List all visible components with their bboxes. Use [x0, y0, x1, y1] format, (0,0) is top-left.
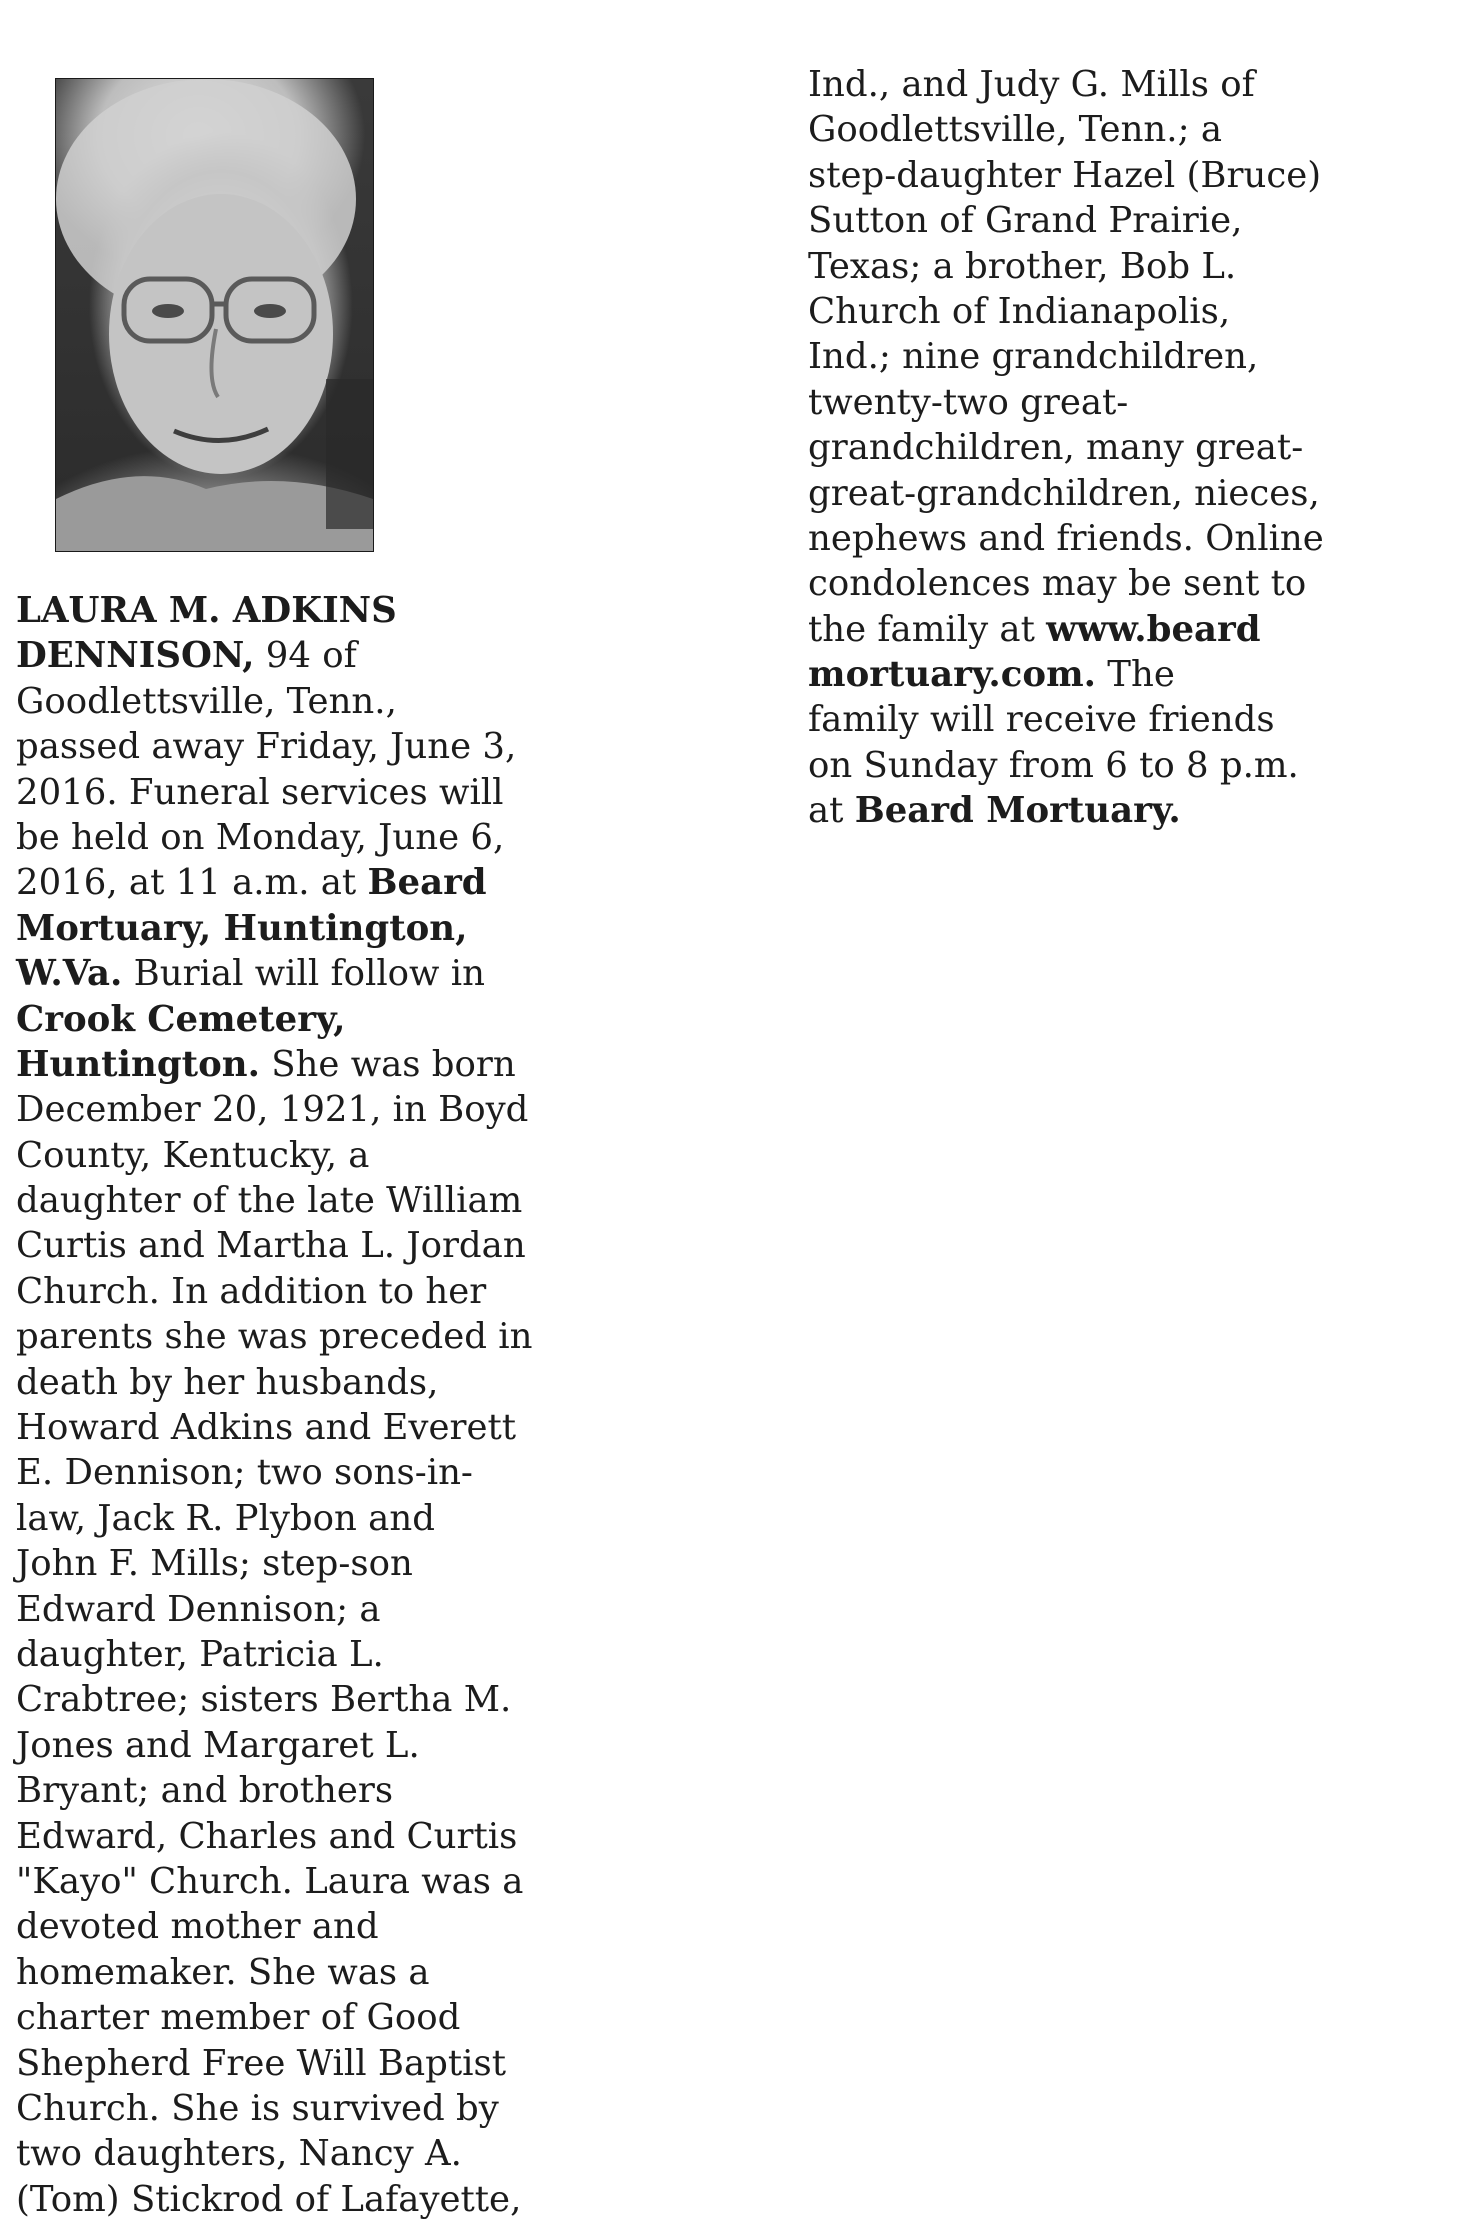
masthead-fragment — [440, 0, 1440, 6]
text-segment: Jones and Margaret L. — [16, 1724, 420, 1766]
text-segment: great-grandchildren, nieces, — [808, 472, 1320, 514]
text-segment: be held on Monday, June 6, — [16, 816, 505, 858]
text-line — [16, 1223, 532, 1268]
text-line — [16, 1587, 532, 1632]
text-segment: Church of Indianapolis, — [808, 290, 1231, 332]
text-line — [16, 1950, 532, 1995]
text-line — [16, 1904, 532, 1949]
text-segment: John F. Mills; step-son — [16, 1543, 413, 1585]
text-line — [16, 588, 532, 633]
text-line — [808, 607, 1324, 652]
text-line — [16, 1496, 532, 1541]
text-line — [16, 1677, 532, 1722]
text-line — [16, 1314, 532, 1359]
bold-text-segment: LAURA M. ADKINS — [16, 590, 397, 631]
text-line — [16, 1360, 532, 1405]
text-segment: 2016. Funeral services will — [16, 771, 504, 813]
text-line — [808, 107, 1324, 152]
bold-text-segment: Huntington. — [16, 1043, 260, 1085]
text-segment: Edward, Charles and Curtis — [16, 1815, 518, 1857]
text-segment: death by her husbands, — [16, 1361, 439, 1403]
bold-text-segment: Crook Cemetery, — [16, 998, 346, 1040]
text-segment: twenty-two great- — [808, 381, 1129, 423]
text-segment: devoted mother and — [16, 1906, 379, 1948]
text-segment: two daughters, Nancy A. — [16, 2133, 462, 2175]
text-line — [16, 1814, 532, 1859]
text-segment: Bryant; and brothers — [16, 1770, 394, 1812]
text-line — [808, 334, 1324, 379]
text-line — [808, 652, 1324, 697]
bold-text-segment: Beard Mortuary. — [854, 790, 1181, 832]
text-line — [16, 1269, 532, 1314]
text-segment: The — [1096, 654, 1175, 696]
text-line — [16, 2131, 532, 2176]
text-line — [808, 289, 1324, 334]
text-segment: at — [808, 790, 855, 832]
text-segment: law, Jack R. Plybon and — [16, 1497, 435, 1539]
bold-text-segment: mortuary.com. — [808, 654, 1096, 696]
text-line — [16, 1995, 532, 2040]
text-line — [16, 1541, 532, 1586]
text-segment: Howard Adkins and Everett — [16, 1407, 516, 1449]
text-segment: December 20, 1921, in Boyd — [16, 1089, 529, 1131]
text-line — [16, 951, 532, 996]
text-segment: 94 of — [254, 635, 357, 677]
bold-text-segment: W.Va. — [16, 953, 123, 995]
text-segment: nephews and friends. Online — [808, 517, 1324, 559]
text-line — [16, 1133, 532, 1178]
text-line — [808, 788, 1324, 833]
text-line — [16, 2041, 532, 2086]
text-segment: 2016, at 11 a.m. at — [16, 862, 368, 904]
text-line — [808, 153, 1324, 198]
text-segment: Shepherd Free Will Baptist — [16, 2042, 506, 2084]
text-segment: Sutton of Grand Prairie, — [808, 200, 1243, 242]
text-segment: parents she was preceded in — [16, 1316, 533, 1358]
text-line — [16, 860, 532, 905]
text-segment: Ind., and Judy G. Mills of — [808, 64, 1255, 105]
text-segment: charter member of Good — [16, 1997, 461, 2039]
text-segment: Edward Dennison; a — [16, 1588, 381, 1630]
text-segment: County, Kentucky, a — [16, 1134, 370, 1176]
text-line — [16, 1859, 532, 1904]
text-line — [16, 906, 532, 951]
text-segment: (Tom) Stickrod of Lafayette, — [16, 2178, 522, 2220]
text-line — [16, 997, 532, 1042]
text-line — [16, 770, 532, 815]
bold-text-segment: DENNISON, — [16, 635, 255, 677]
obituary-column-right — [808, 62, 1324, 834]
text-line — [808, 198, 1324, 243]
text-line — [16, 1178, 532, 1223]
text-segment: family will receive friends — [808, 699, 1275, 741]
portrait-photo — [55, 78, 374, 552]
text-segment: condolences may be sent to — [808, 563, 1307, 605]
text-line — [16, 633, 532, 678]
obituary-column-left — [16, 588, 532, 2222]
text-segment: Goodlettsville, Tenn.; a — [808, 109, 1222, 151]
text-segment: daughter, Patricia L. — [16, 1633, 384, 1675]
text-segment: "Kayo" Church. Laura was a — [16, 1860, 524, 1902]
text-segment: She was born — [259, 1043, 516, 1085]
text-segment: daughter of the late William — [16, 1180, 523, 1222]
text-line — [16, 1042, 532, 1087]
text-line — [16, 1450, 532, 1495]
text-line — [808, 743, 1324, 788]
text-segment: Goodlettsville, Tenn., — [16, 680, 397, 722]
text-line — [16, 1768, 532, 1813]
text-segment: Ind.; nine grandchildren, — [808, 336, 1259, 378]
text-segment: Crabtree; sisters Bertha M. — [16, 1679, 512, 1721]
text-segment: the family at — [808, 608, 1047, 650]
text-segment: Burial will follow in — [122, 953, 485, 995]
text-segment: homemaker. She was a — [16, 1951, 430, 1993]
text-segment: on Sunday from 6 to 8 p.m. — [808, 744, 1299, 786]
text-segment: Texas; a brother, Bob L. — [808, 245, 1237, 287]
text-segment: grandchildren, many great- — [808, 427, 1304, 469]
text-line — [808, 471, 1324, 516]
text-segment: passed away Friday, June 3, — [16, 726, 517, 768]
text-line — [16, 2177, 532, 2222]
text-segment: step-daughter Hazel (Bruce) — [808, 154, 1322, 196]
text-line — [808, 62, 1324, 107]
text-segment: Church. She is survived by — [16, 2087, 499, 2129]
text-line — [16, 815, 532, 860]
text-line — [808, 380, 1324, 425]
text-line — [16, 1087, 532, 1132]
bold-text-segment: Mortuary, Huntington, — [16, 907, 468, 949]
text-line — [16, 1405, 532, 1450]
text-line — [16, 679, 532, 724]
text-line — [808, 244, 1324, 289]
text-line — [808, 697, 1324, 742]
text-line — [16, 1632, 532, 1677]
text-segment: E. Dennison; two sons-in- — [16, 1452, 473, 1494]
bold-text-segment: www.beard — [1046, 608, 1261, 650]
text-segment: Curtis and Martha L. Jordan — [16, 1225, 526, 1267]
text-line — [16, 2086, 532, 2131]
text-segment: Church. In addition to her — [16, 1270, 487, 1312]
text-line — [16, 724, 532, 769]
text-line — [808, 425, 1324, 470]
bold-text-segment: Beard — [367, 862, 487, 904]
text-line — [808, 516, 1324, 561]
text-line — [808, 561, 1324, 606]
text-line — [16, 1723, 532, 1768]
